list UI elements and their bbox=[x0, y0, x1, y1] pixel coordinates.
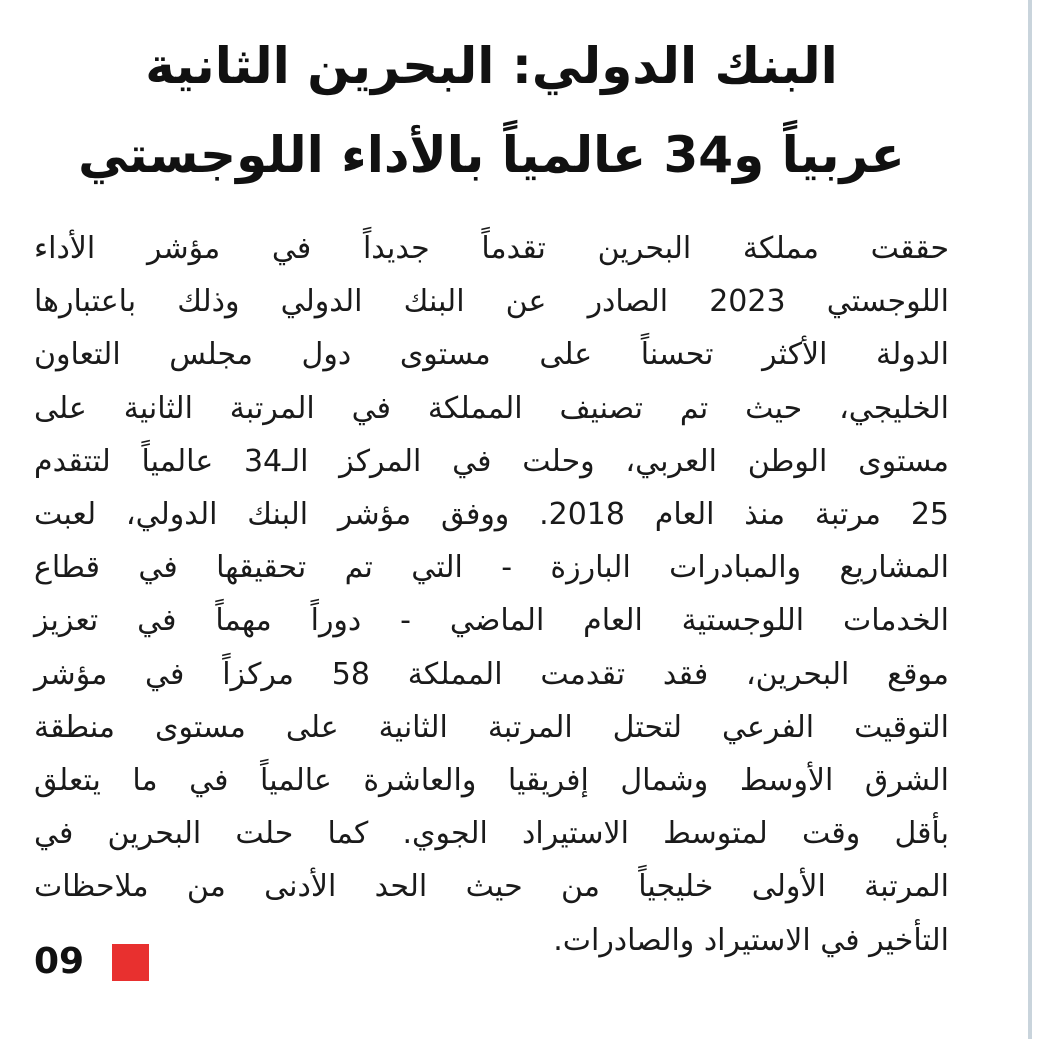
body-line: المشاريع والمبادرات البارزة - التي تم تحقيقها في قطاع bbox=[34, 550, 949, 586]
page-edge-divider bbox=[1028, 0, 1032, 1039]
body-line: الخدمات اللوجستية العام الماضي - دوراً مهماً في تعزيز bbox=[34, 603, 949, 639]
article-headline bbox=[34, 22, 949, 200]
body-line-last: التأخير في الاستيراد والصادرات. bbox=[553, 922, 949, 958]
headline-line-2: عربياً و34 عالمياً بالأداء اللوجستي bbox=[78, 126, 905, 184]
body-line: المرتبة الأولى خليجياً من حيث الحد الأدنى من ملاحظات bbox=[34, 869, 949, 905]
body-line: مستوى الوطن العربي، وحلت في المركز الـ34 عالمياً لتتقدم bbox=[34, 443, 949, 479]
body-line: الشرق الأوسط وشمال إفريقيا والعاشرة عالمياً في ما يتعلق bbox=[34, 763, 949, 799]
body-line: بأقل وقت لمتوسط الاستيراد الجوي. كما حلت البحرين في bbox=[34, 816, 949, 852]
body-line: التوقيت الفرعي لتحتل المرتبة الثانية على مستوى منطقة bbox=[34, 709, 949, 745]
page-number: 09 bbox=[34, 941, 85, 982]
body-line: الدولة الأكثر تحسناً على مستوى دول مجلس التعاون bbox=[34, 337, 949, 373]
body-line: حققت مملكة البحرين تقدماً جديداً في مؤشر الأداء bbox=[34, 231, 949, 266]
article-body bbox=[34, 222, 949, 967]
body-line: الخليجي، حيث تم تصنيف المملكة في المرتبة الثانية على bbox=[34, 390, 949, 426]
body-line: موقع البحرين، فقد تقدمت المملكة 58 مركزاً في مؤشر bbox=[34, 656, 949, 692]
article bbox=[34, 22, 949, 967]
headline-line-1: البنك الدولي: البحرين الثانية bbox=[145, 37, 838, 95]
body-line: 25 مرتبة منذ العام 2018. ووفق مؤشر البنك الدولي، لعبت bbox=[34, 497, 949, 533]
red-square-marker bbox=[112, 944, 149, 981]
body-line: اللوجستي 2023 الصادر عن البنك الدولي وذلك باعتبارها bbox=[34, 284, 950, 320]
page-footer bbox=[34, 937, 149, 987]
